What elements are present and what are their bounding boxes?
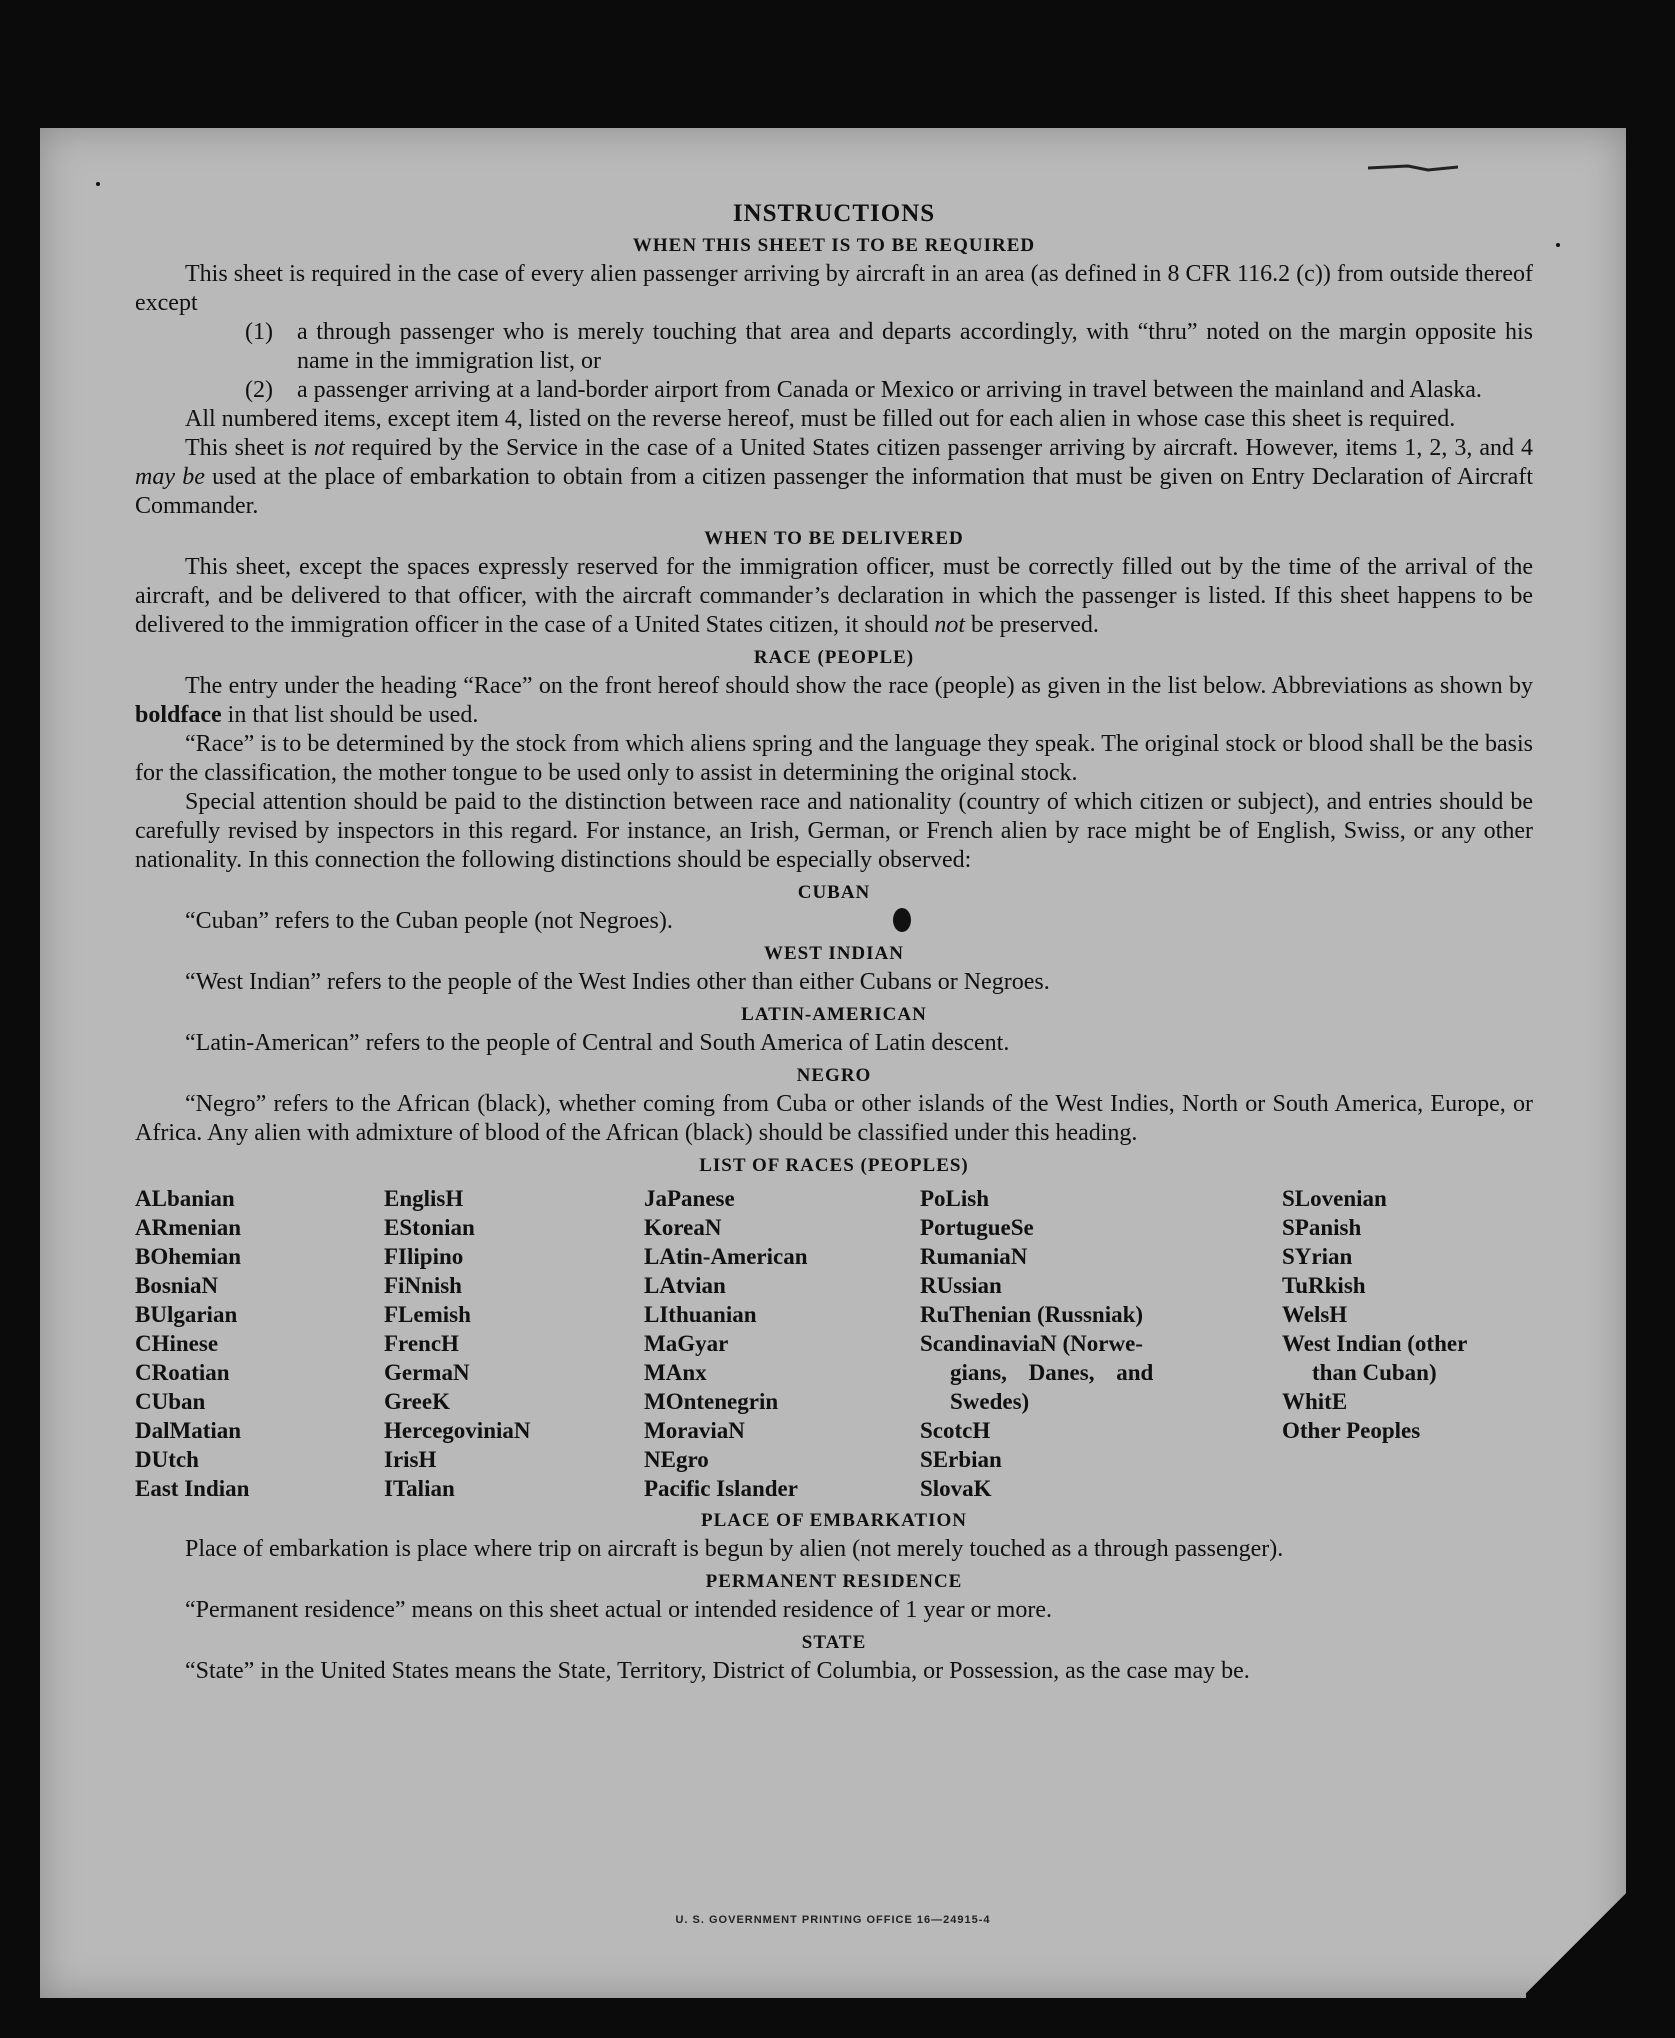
race-entry: ARmenian	[135, 1215, 242, 1240]
race-entry: LAtvian	[644, 1273, 726, 1298]
text-run: used at the place of embarkation to obtain from a citizen passenger the information that must be given on Entry Declaration of Aircraft Commander.	[135, 464, 1533, 519]
race-entry: MOntenegrin	[644, 1389, 779, 1414]
race-entry: SYrian	[1282, 1244, 1353, 1269]
race-entry: BOhemian	[135, 1244, 242, 1269]
heading-west-indian: WEST INDIAN	[764, 943, 904, 964]
printing-office-footer: U. S. GOVERNMENT PRINTING OFFICE 16—24915-4	[675, 1914, 991, 1926]
race-entry: MoraviaN	[644, 1418, 745, 1443]
list-item	[245, 376, 1533, 405]
race-entry: SlovaK	[920, 1476, 992, 1501]
races-column-2	[384, 1184, 644, 1503]
heading-latin-american: LATIN-AMERICAN	[741, 1004, 927, 1025]
race-entry: ScandinaviaN (Norwe-	[920, 1331, 1143, 1356]
race-entry: LAtin-American	[644, 1244, 808, 1269]
race-entry: RumaniaN	[920, 1244, 1028, 1269]
race-entry: Pacific Islander	[644, 1476, 798, 1501]
negro-text: “Negro” refers to the African (black), whether coming from Cuba or other islands of the West Indies, North or South America, Europe, or Africa. Any alien with admixture of blood of the African (black) should be classified under this heading.	[135, 1091, 1533, 1146]
heading-race: RACE (PEOPLE)	[753, 647, 915, 668]
race-entry: SErbian	[920, 1447, 1002, 1472]
embarkation-text: Place of embarkation is place where trip on aircraft is begun by alien (not merely touched as a through passenger).	[185, 1536, 1284, 1562]
race-para-3: Special attention should be paid to the distinction between race and nationality (country of which citizen or subject), and entries should be carefully revised by inspectors in this regard. For instance, an Irish, German, or French alien by race might be of English, Swiss, or any other nationality. In this connection the following distinctions should be especially observed:	[135, 789, 1533, 873]
race-entry: ALbanian	[135, 1186, 235, 1211]
text-run: be preserved.	[965, 612, 1099, 638]
race-entry: DUtch	[135, 1447, 199, 1472]
race-entry: FLemish	[384, 1302, 471, 1327]
race-entry: MaGyar	[644, 1331, 729, 1356]
item-number: (1)	[245, 319, 273, 345]
document-sheet	[40, 128, 1626, 1998]
race-entry: DalMatian	[135, 1418, 242, 1443]
text-run: This sheet is	[185, 435, 314, 461]
text-run: in that list should be used.	[221, 702, 479, 728]
race-entry: CHinese	[135, 1331, 219, 1356]
race-entry: FIlipino	[384, 1244, 464, 1269]
race-para-1	[135, 672, 1533, 730]
heading-embarkation: PLACE OF EMBARKATION	[701, 1510, 967, 1531]
race-entry: WelsH	[1282, 1302, 1348, 1327]
text-run: required by the Service in the case of a United States citizen passenger arriving by aircraft. However, items 1, 2, 3, and 4	[344, 435, 1533, 461]
race-entry: JaPanese	[644, 1186, 735, 1211]
race-para-2: “Race” is to be determined by the stock from which aliens spring and the language they speak. The original stock or blood shall be the basis for the classification, the mother tongue to be used only to assist in determining the original stock.	[135, 731, 1533, 786]
race-entry: RUssian	[920, 1273, 1002, 1298]
emphasis: not	[934, 612, 965, 638]
races-column-4	[920, 1184, 1282, 1503]
page-corner-curl	[1526, 1888, 1626, 1998]
required-intro: This sheet is required in the case of every alien passenger arriving by aircraft in an area (as defined in 8 CFR 116.2 (c)) from outside thereof except	[135, 261, 1533, 316]
required-para-2: All numbered items, except item 4, listed on the reverse hereof, must be filled out for each alien in whose case this sheet is required.	[185, 406, 1456, 432]
heading-when-delivered: WHEN TO BE DELIVERED	[704, 528, 964, 549]
text-run: This sheet, except the spaces expressly reserved for the immigration officer, must be correctly filled out by the time of the arrival of the aircraft, and be delivered to that officer, with the aircraft commander’s declaration in which the passenger is listed. If this sheet happens to be delivered to the immigration officer in the case of a United States citizen, it should	[135, 554, 1533, 638]
speck	[96, 182, 100, 186]
race-entry: LIthuanian	[644, 1302, 757, 1327]
bold-term: boldface	[135, 702, 222, 728]
emphasis: not	[314, 435, 345, 461]
speck	[1556, 243, 1560, 247]
race-entry: IrisH	[384, 1447, 437, 1472]
instructions-content	[135, 200, 1533, 1686]
race-entry: Other Peoples	[1282, 1418, 1421, 1443]
race-entry: GreeK	[384, 1389, 450, 1414]
race-entry: EStonian	[384, 1215, 475, 1240]
race-entry: East Indian	[135, 1476, 250, 1501]
race-entry: gians, Danes, and	[950, 1360, 1154, 1385]
race-entry: ITalian	[384, 1476, 455, 1501]
list-item	[245, 318, 1533, 376]
race-entry: KoreaN	[644, 1215, 722, 1240]
item-number: (2)	[245, 377, 273, 403]
race-entry: PortugueSe	[920, 1215, 1034, 1240]
delivered-text	[135, 553, 1533, 640]
race-entry: GermaN	[384, 1360, 470, 1385]
cuban-text: “Cuban” refers to the Cuban people (not Negroes).	[185, 908, 673, 934]
permanent-residence-text: “Permanent residence” means on this sheet actual or intended residence of 1 year or more.	[185, 1597, 1052, 1623]
race-entry: WhitE	[1282, 1389, 1348, 1414]
races-column-5	[1282, 1184, 1533, 1503]
west-indian-text: “West Indian” refers to the people of the West Indies other than either Cubans or Negroes.	[185, 969, 1050, 995]
emphasis: may be	[135, 464, 205, 490]
race-entry: PoLish	[920, 1186, 990, 1211]
heading-list-of-races: LIST OF RACES (PEOPLES)	[699, 1155, 969, 1176]
state-text: “State” in the United States means the State, Territory, District of Columbia, or Possession, as the case may be.	[185, 1658, 1250, 1684]
race-entry: SPanish	[1282, 1215, 1362, 1240]
race-entry: FiNnish	[384, 1273, 462, 1298]
races-list	[135, 1184, 1533, 1503]
race-entry: than Cuban)	[1312, 1360, 1437, 1385]
item-text: a passenger arriving at a land-border airport from Canada or Mexico or arriving in travel between the mainland and Alaska.	[297, 377, 1482, 403]
page-title: INSTRUCTIONS	[732, 200, 936, 227]
item-text: a through passenger who is merely touching that area and departs accordingly, with “thru” noted on the margin opposite his name in the immigration list, or	[297, 319, 1533, 374]
race-entry: SLovenian	[1282, 1186, 1387, 1211]
race-entry: FrencH	[384, 1331, 459, 1356]
heading-negro: NEGRO	[796, 1065, 872, 1086]
heading-state: STATE	[801, 1632, 867, 1653]
race-entry: EnglisH	[384, 1186, 464, 1211]
text-run: The entry under the heading “Race” on the front hereof should show the race (people) as given in the list below. Abbreviations as shown by	[185, 673, 1533, 699]
race-entry: HercegoviniaN	[384, 1418, 531, 1443]
race-entry: RuThenian (Russniak)	[920, 1302, 1144, 1327]
race-entry: TuRkish	[1282, 1273, 1366, 1298]
heading-permanent-residence: PERMANENT RESIDENCE	[705, 1571, 963, 1592]
race-entry: CRoatian	[135, 1360, 230, 1385]
race-entry: CUban	[135, 1389, 206, 1414]
race-entry: BosniaN	[135, 1273, 219, 1298]
latin-american-text: “Latin-American” refers to the people of Central and South America of Latin descent.	[185, 1030, 1010, 1056]
race-entry: BUlgarian	[135, 1302, 238, 1327]
races-column-1	[135, 1184, 384, 1503]
race-entry: West Indian (other	[1282, 1331, 1468, 1356]
required-para-3	[135, 434, 1533, 521]
heading-cuban: CUBAN	[797, 882, 871, 903]
race-entry: MAnx	[644, 1360, 707, 1385]
races-column-3	[644, 1184, 920, 1503]
race-entry: Swedes)	[950, 1389, 1030, 1414]
race-entry: ScotcH	[920, 1418, 991, 1443]
ink-mark-decoration	[1368, 164, 1458, 172]
heading-when-required: WHEN THIS SHEET IS TO BE REQUIRED	[632, 235, 1036, 256]
race-entry: NEgro	[644, 1447, 709, 1472]
